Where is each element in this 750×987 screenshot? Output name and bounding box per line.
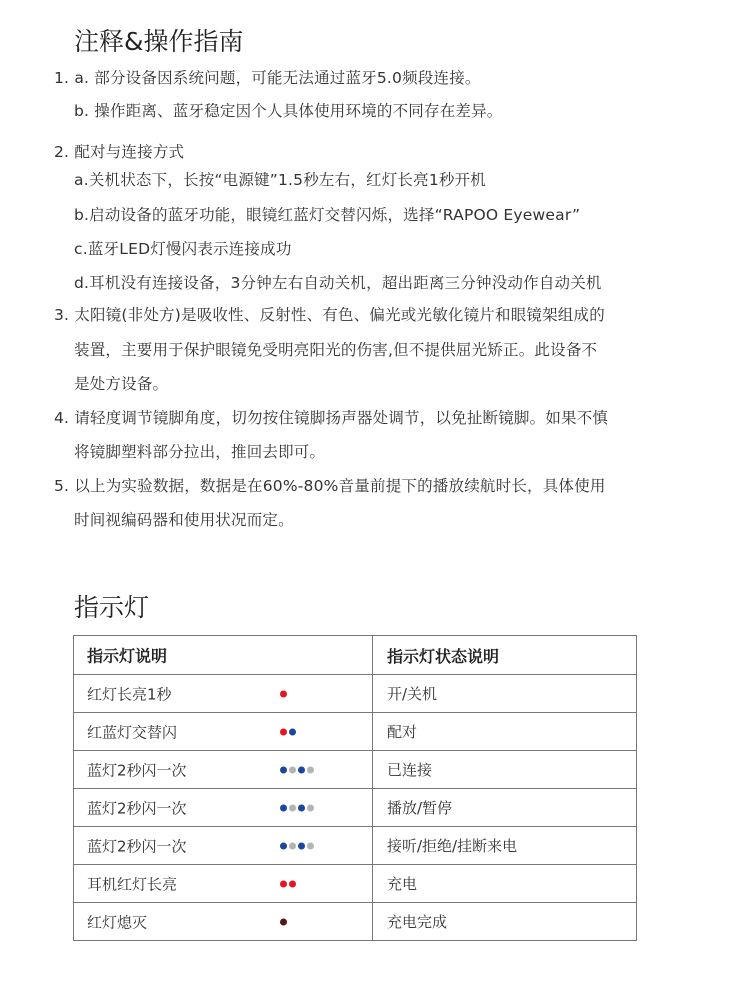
led-dot-gray-icon (289, 842, 296, 849)
led-dot-blue-icon (298, 766, 305, 773)
indicator-table (73, 635, 637, 941)
led-dot-gray-icon (307, 766, 314, 773)
note-line: a.关机状态下，长按“电源键”1.5秒左右，红灯长亮1秒开机 (74, 171, 486, 189)
led-dot-blue-icon (280, 766, 287, 773)
note-line: 1. a. 部分设备因系统问题，可能无法通过蓝牙5.0频段连接。 (54, 69, 481, 87)
led-dot-blue-icon (280, 804, 287, 811)
notes-title: 注释&操作指南 (74, 27, 244, 56)
led-dot-red-icon (280, 690, 287, 697)
note-line: d.耳机没有连接设备，3分钟左右自动关机，超出距离三分钟没动作自动关机 (74, 274, 602, 292)
led-dot-blue-icon (280, 842, 287, 849)
led-dot-gray-icon (289, 766, 296, 773)
led-dot-blue-icon (289, 728, 296, 735)
note-line: 2. 配对与连接方式 (54, 143, 185, 161)
led-dot-red-icon (280, 728, 287, 735)
table-header-row (74, 636, 637, 675)
led-dot-blue-icon (298, 842, 305, 849)
led-dot-dark-icon (280, 918, 287, 925)
note-line: 将镜脚塑料部分拉出，推回去即可。 (74, 443, 326, 461)
table-row (74, 675, 637, 713)
table-row (74, 903, 637, 941)
note-line: c.蓝牙LED灯慢闪表示连接成功 (74, 240, 292, 258)
note-line: 3. 太阳镜(非处方)是吸收性、反射性、有色、偏光或光敏化镜片和眼镜架组成的 (54, 306, 605, 324)
indicator-desc-cell (74, 827, 373, 865)
table-row (74, 713, 637, 751)
indicator-state: 充电 (373, 865, 637, 903)
led-dot-gray-icon (307, 842, 314, 849)
indicator-desc-cell (74, 713, 373, 751)
note-line: b. 操作距离、蓝牙稳定因个人具体使用环境的不同存在差异。 (74, 102, 503, 120)
note-line: 5. 以上为实验数据，数据是在60%-80%音量前提下的播放续航时长，具体使用 (54, 477, 606, 495)
indicator-desc-cell (74, 903, 373, 941)
indicator-desc: 红蓝灯交替闪 (87, 723, 178, 741)
led-pattern (280, 766, 314, 773)
header-desc (74, 636, 373, 675)
table-row (74, 827, 637, 865)
indicator-desc: 红灯熄灭 (87, 913, 148, 931)
indicator-state: 已连接 (373, 751, 637, 789)
table-row (74, 865, 637, 903)
indicator-desc: 耳机红灯长亮 (87, 875, 178, 893)
indicator-state: 播放/暂停 (373, 789, 637, 827)
led-dot-red-icon (289, 880, 296, 887)
led-pattern (280, 880, 296, 887)
led-dot-blue-icon (298, 804, 305, 811)
led-pattern (280, 842, 314, 849)
led-dot-gray-icon (289, 804, 296, 811)
led-dot-red-icon (280, 880, 287, 887)
led-pattern (280, 690, 287, 697)
indicator-desc-cell (74, 865, 373, 903)
indicator-state: 配对 (373, 713, 637, 751)
indicator-desc: 蓝灯2秒闪一次 (87, 799, 187, 817)
led-pattern (280, 728, 296, 735)
led-pattern (280, 804, 314, 811)
led-dot-gray-icon (307, 804, 314, 811)
table-row (74, 751, 637, 789)
indicator-desc-cell (74, 751, 373, 789)
indicator-desc: 红灯长亮1秒 (87, 685, 172, 703)
led-pattern (280, 918, 287, 925)
note-line: 时间视编码器和使用状况而定。 (74, 511, 294, 529)
note-line: 4. 请轻度调节镜脚角度，切勿按住镜脚扬声器处调节，以免扯断镜脚。如果不慎 (54, 409, 609, 427)
header-state: 指示灯状态说明 (373, 636, 637, 675)
indicator-state: 开/关机 (373, 675, 637, 713)
table-row (74, 789, 637, 827)
indicator-state: 接听/拒绝/挂断来电 (373, 827, 637, 865)
indicator-desc-cell (74, 789, 373, 827)
header-desc-text: 指示灯说明 (87, 646, 168, 666)
note-line: 是处方设备。 (74, 375, 169, 393)
indicator-desc-cell (74, 675, 373, 713)
indicator-desc: 蓝灯2秒闪一次 (87, 837, 187, 855)
indicator-desc: 蓝灯2秒闪一次 (87, 761, 187, 779)
note-line: b.启动设备的蓝牙功能，眼镜红蓝灯交替闪烁，选择“RAPOO Eyewear” (74, 206, 581, 224)
indicator-state: 充电完成 (373, 903, 637, 941)
note-line: 装置，主要用于保护眼镜免受明亮阳光的伤害,但不提供屈光矫正。此设备不 (74, 341, 598, 359)
indicator-title: 指示灯 (74, 593, 150, 622)
